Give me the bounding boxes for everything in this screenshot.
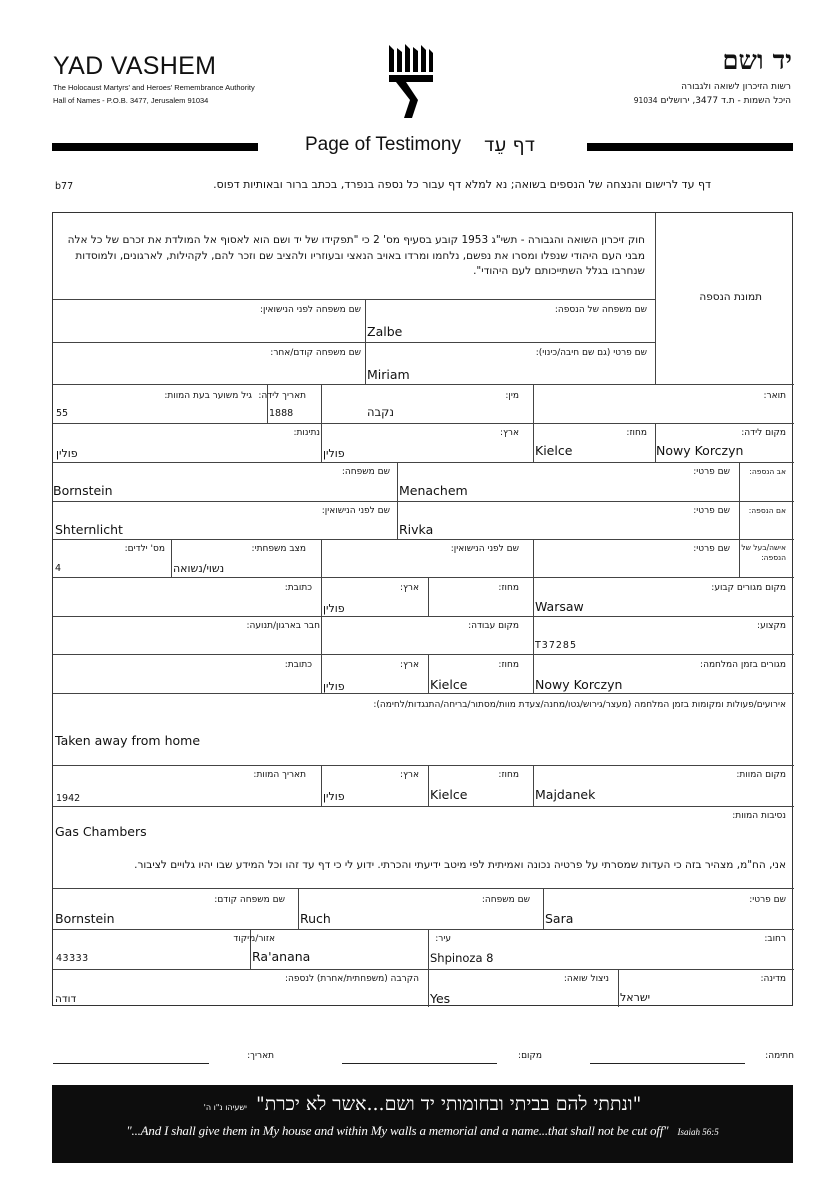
relation-field[interactable]: דודה [55, 993, 77, 1005]
residence-country-field[interactable]: פולין [323, 602, 345, 615]
residence-place-field[interactable]: Warsaw [535, 599, 584, 614]
wartime-place-label: מגורים בזמן המלחמה: [700, 660, 786, 670]
date-label: תאריך: [247, 1051, 274, 1061]
city-label: עיר: [435, 934, 451, 944]
death-country-field[interactable]: פולין [323, 790, 345, 803]
submitter-prev-last-field[interactable]: Bornstein [55, 911, 115, 926]
prev-name-field[interactable] [55, 356, 363, 382]
survivor-label: ניצול שואה: [563, 974, 609, 984]
marital-field[interactable]: נשוי/נשואה [173, 562, 225, 575]
org-subtitle-en: The Holocaust Martyrs' and Heroes' Remembrance Authority [53, 83, 255, 92]
residence-place-label: מקום מגורים קבוע: [711, 583, 786, 593]
profession-label: מקצוע: [757, 621, 786, 631]
photo-label: תמונת הנספה [699, 291, 762, 303]
declaration-text: אני, הח"מ, מצהיר בזה כי העדות שמסרתי על פרטיה נכונה ואמיתית לפי מיטב ידיעתי והכרתי. ידוע לי כי דף עד זהו וכל המידע שבו יהיו גלויים לציבור. [134, 859, 786, 871]
date-line[interactable] [53, 1063, 209, 1064]
last-name-label: שם משפחה של הנספה: [554, 305, 647, 315]
death-circ-field[interactable]: Gas Chambers [55, 824, 147, 839]
member-label: חבר בארגון/תנועה: [246, 621, 320, 631]
zip-label: אזור/מיקוד [233, 934, 275, 944]
wartime-address-label: כתובת: [284, 660, 312, 670]
form-code: b77 [55, 181, 74, 192]
profession-field[interactable]: T37285 [535, 640, 578, 651]
death-circ-label: נסיבות המוות: [732, 811, 786, 821]
banner-quote-en-line [52, 1120, 793, 1139]
submitter-first-field[interactable]: Sara [545, 911, 574, 926]
father-last-field[interactable]: Bornstein [53, 483, 113, 498]
birth-date-field[interactable]: 1888 [269, 408, 294, 419]
mother-maiden-field[interactable]: Shternlicht [55, 522, 123, 537]
country-label: מדינה: [760, 974, 786, 984]
death-place-field[interactable]: Majdanek [535, 787, 596, 802]
gender-label: מין: [505, 391, 519, 401]
birth-country-field[interactable]: פולין [323, 447, 345, 460]
wartime-district-label: מחוז: [498, 660, 519, 670]
banner-source-en: Isaiah 56:5 [677, 1127, 719, 1137]
mother-first-field[interactable]: Rivka [399, 522, 434, 537]
gender-field[interactable]: נקבה [367, 405, 394, 419]
org-name-he: יד ושם [722, 46, 792, 76]
mother-side-label: אם הנספה: [748, 506, 786, 515]
birth-district-label: מחוז: [626, 428, 647, 438]
citizenship-field[interactable]: פולין [56, 447, 78, 460]
residence-address-label: כתובת: [284, 583, 312, 593]
instructions: דף עד לרישום והנצחה של הנספים בשואה; נא למלא דף עבור כל נספה בנפרד, בכתב ברור ובאותיות דפוס. [213, 178, 711, 191]
children-label: מס' ילדים: [124, 544, 165, 554]
birth-date-label: תאריך לידה: [258, 391, 306, 401]
birth-district-field[interactable]: Kielce [535, 443, 573, 458]
page-title-en: Page of Testimony [305, 134, 461, 155]
spouse-maiden-label: שם לפני הנישואין: [450, 544, 519, 554]
banner-quote-he-line [52, 1093, 793, 1116]
banner-quote-he: "ונתתי להם בביתי ובחומותי יד ושם...אשר לא יכרת" [255, 1093, 642, 1115]
org-address-he-zip: 91034 [633, 96, 658, 105]
birth-country-label: ארץ: [500, 428, 519, 438]
quote-banner [52, 1085, 793, 1163]
mother-first-label: שם פרטי: [693, 506, 730, 516]
last-name-field[interactable]: Zalbe [367, 324, 403, 339]
citizenship-label: נתינות: [293, 428, 320, 438]
prev-name-label: שם משפחה קודם/אחר: [270, 348, 361, 358]
father-first-field[interactable]: Menachem [399, 483, 468, 498]
org-address-en: Hall of Names - P.O.B. 3477, Jerusalem 91034 [53, 96, 209, 105]
maiden-name-label: שם משפחה לפני הנישואין: [260, 305, 361, 315]
death-date-field[interactable]: 1942 [56, 793, 81, 804]
sign-line[interactable] [590, 1063, 745, 1064]
death-country-label: ארץ: [400, 770, 419, 780]
sign-label: חתימה: [765, 1051, 794, 1061]
testimony-form [52, 212, 793, 1006]
banner-quote-en: "...And I shall give them in My house and within My walls a memorial and a name...that shall not be cut off" [126, 1123, 669, 1138]
street-field[interactable]: Shpinoza 8 [430, 951, 494, 965]
death-place-label: מקום המוות: [736, 770, 786, 780]
father-last-label: שם משפחה: [341, 467, 390, 477]
events-field[interactable]: Taken away from home [55, 733, 201, 748]
residence-district-label: מחוז: [498, 583, 519, 593]
submitter-prev-last-label: שם משפחה קודם: [214, 895, 285, 905]
org-subtitle-he: רשות הזיכרון לשואה ולגבורה [681, 82, 791, 92]
country-field[interactable]: ישראל [620, 991, 651, 1004]
age-label: גיל משוער בעת המוות: [164, 391, 252, 401]
place-label: מקום: [518, 1051, 542, 1061]
wartime-place-field[interactable]: Nowy Korczyn [535, 677, 623, 692]
residence-country-label: ארץ: [400, 583, 419, 593]
law-text: חוק זיכרון השואה והגבורה - תשי"ג 1953 קובע בסעיף מס' 2 כי "תפקידו של יד ושם הוא לאסוף אל המולדת את זכרם של כל אלה מבני העם היהודי שנפלו ומסרו את נפשם, נלחמו ומרדו באויב הנאצי ובעוזריו ולהציב שם וזכר להם, לקהילות, לארגונים, ולמוסדות שנחרבו בגלל השתייכותם לעם היהודי". [67, 234, 645, 277]
wartime-country-label: ארץ: [400, 660, 419, 670]
death-district-field[interactable]: Kielce [430, 787, 468, 802]
spouse-first-label: שם פרטי: [693, 544, 730, 554]
maiden-name-field[interactable] [55, 313, 363, 339]
children-field[interactable]: 4 [55, 563, 62, 574]
yad-vashem-logo [386, 42, 436, 122]
events-label: אירועים/פעולות ומקומות בזמן המלחמה (מעצר/גירוש/גטו/מחנה/צעדת מוות/מסתור/בריחה/התנגדות/לחימה): [373, 700, 786, 710]
title-bar-right [587, 143, 793, 151]
relation-label: הקרבה (משפחתית/אחרת) לנספה: [284, 974, 419, 984]
submitter-first-label: שם פרטי: [749, 895, 786, 905]
spouse-side-label: אישה/בעל של הנספה: [741, 543, 786, 562]
birth-place-label: מקום לידה: [741, 428, 786, 438]
org-address-he-text: היכל השמות - ת.ד 3477, ירושלים [660, 96, 791, 106]
submitter-last-field[interactable]: Ruch [300, 911, 331, 926]
victim-title-label: תואר: [763, 391, 786, 401]
banner-source-he: ישעיהו נ"ו ה' [203, 1103, 247, 1112]
first-name-field[interactable]: Miriam [367, 367, 410, 382]
death-date-label: תאריך המוות: [253, 770, 306, 780]
age-field[interactable]: 55 [56, 408, 69, 419]
city-field[interactable]: Ra'anana [252, 949, 311, 964]
survivor-field[interactable]: Yes [430, 991, 451, 1006]
wartime-district-field[interactable]: Kielce [430, 677, 468, 692]
wartime-country-field[interactable]: פולין [323, 680, 345, 693]
zip-field[interactable]: 43333 [56, 953, 89, 964]
org-address-he [634, 96, 791, 106]
father-first-label: שם פרטי: [693, 467, 730, 477]
death-district-label: מחוז: [498, 770, 519, 780]
mother-maiden-label: שם לפני הנישואין: [321, 506, 390, 516]
marital-label: מצב משפחתי: [251, 544, 306, 554]
place-line[interactable] [342, 1063, 497, 1064]
org-name-en: YAD VASHEM [53, 52, 217, 80]
page-title-he: דף עֵד [484, 134, 536, 156]
father-side-label: אב הנספה: [749, 467, 786, 476]
submitter-last-label: שם משפחה: [481, 895, 530, 905]
workplace-label: מקום עבודה: [468, 621, 519, 631]
birth-place-field[interactable]: Nowy Korczyn [656, 443, 744, 458]
title-bar-left [52, 143, 258, 151]
street-label: רחוב: [764, 934, 786, 944]
first-name-label: שם פרטי (גם שם חיבה/כינוי): [535, 348, 647, 358]
